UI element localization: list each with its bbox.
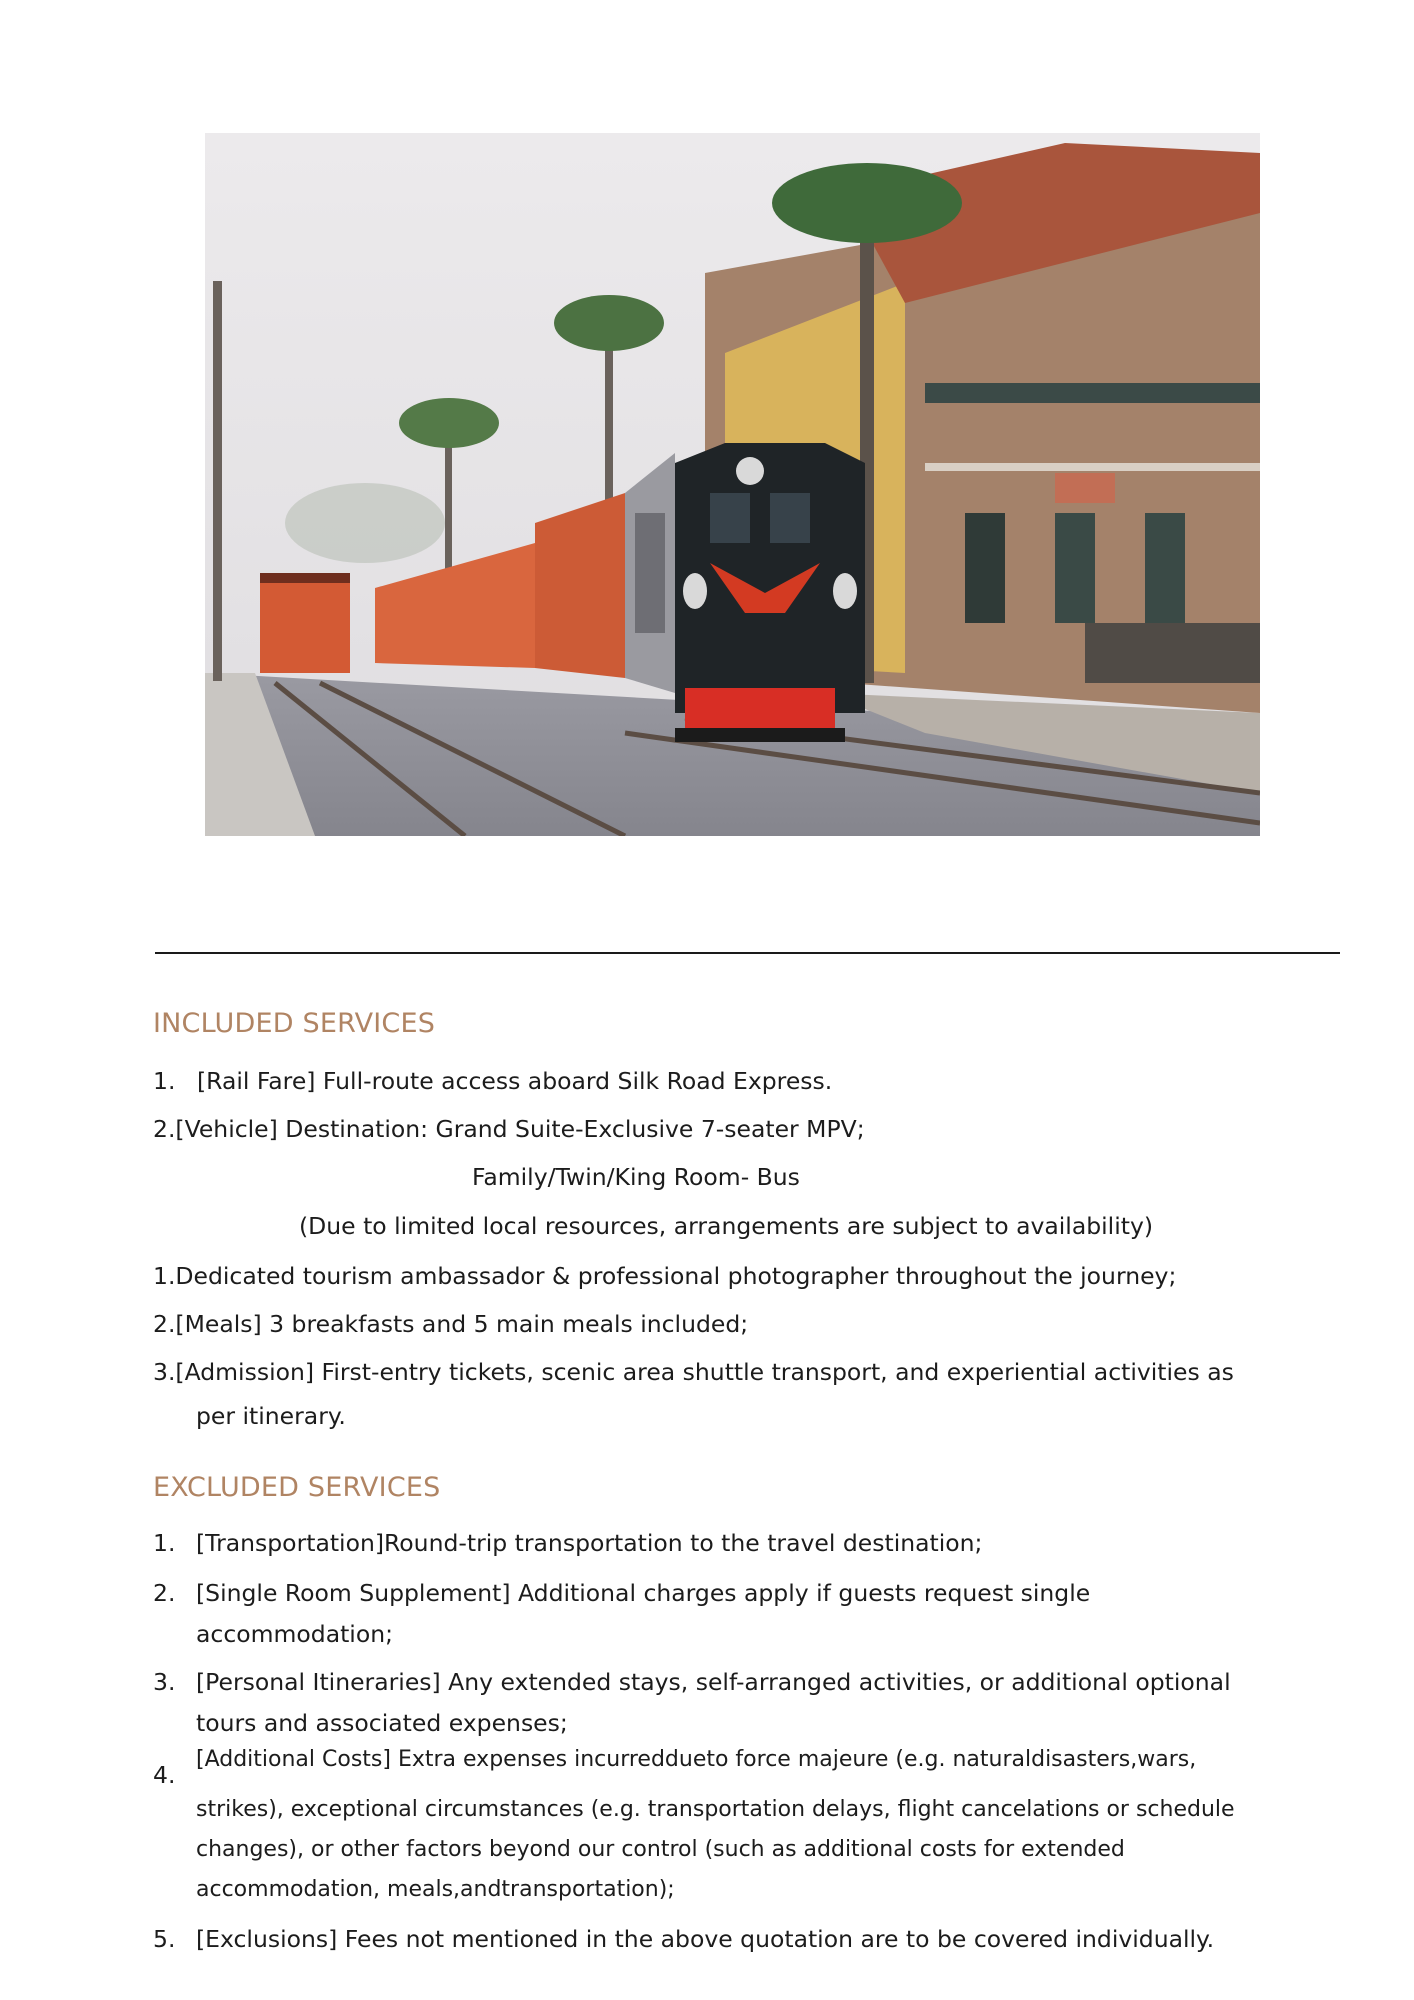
included-item-2: 2.[Vehicle] Destination: Grand Suite-Exclusive 7-seater MPV; — [153, 1115, 865, 1143]
excluded-item-text: accommodation, meals,andtransportation); — [196, 1877, 675, 1902]
excluded-item-text: [Single Room Supplement] Additional charges apply if guests request single — [196, 1579, 1091, 1607]
excluded-item-text: [Exclusions] Fees not mentioned in the above quotation are to be covered individually. — [196, 1925, 1215, 1953]
included-item-2-note: (Due to limited local resources, arrangements are subject to availability) — [299, 1212, 1154, 1240]
included-item-1 — [153, 1065, 832, 1097]
excluded-services-heading: EXCLUDED SERVICES — [153, 1472, 441, 1503]
excluded-item-number: 5. — [153, 1925, 176, 1953]
excluded-item-text: changes), or other factors beyond our control (such as additional costs for extended — [196, 1837, 1125, 1862]
included-item-2-sub: Family/Twin/King Room- Bus — [472, 1163, 800, 1191]
train-station-photo-icon — [205, 133, 1260, 836]
excluded-item-text: [Personal Itineraries] Any extended stays, self-arranged activities, or additional optional — [196, 1668, 1231, 1696]
included-item-1-text: [Rail Fare] Full-route access aboard Silk Road Express. — [197, 1067, 833, 1095]
excluded-item-number: 2. — [153, 1579, 176, 1607]
section-divider — [155, 952, 1340, 954]
included-item-1-number: 1. — [153, 1067, 176, 1095]
excluded-item-text: accommodation; — [196, 1620, 394, 1648]
included-item-5: 3.[Admission] First-entry tickets, scenic area shuttle transport, and experiential activities as — [153, 1358, 1234, 1386]
excluded-item-number: 3. — [153, 1668, 176, 1696]
excluded-item-number: 4. — [153, 1761, 176, 1789]
excluded-item-text: [Additional Costs] Extra expenses incurreddueto force majeure (e.g. naturaldisasters,wars, — [196, 1747, 1197, 1772]
excluded-item-text: tours and associated expenses; — [196, 1709, 568, 1737]
excluded-item-text: strikes), exceptional circumstances (e.g. transportation delays, flight cancelations or schedule — [196, 1797, 1235, 1822]
included-services-heading: INCLUDED SERVICES — [153, 1008, 436, 1039]
included-item-3: 1.Dedicated tourism ambassador & professional photographer throughout the journey; — [153, 1262, 1177, 1290]
train-station-photo — [205, 133, 1260, 836]
included-item-4: 2.[Meals] 3 breakfasts and 5 main meals included; — [153, 1310, 749, 1338]
excluded-item-number: 1. — [153, 1529, 176, 1557]
excluded-item-text: [Transportation]Round-trip transportation to the travel destination; — [196, 1529, 983, 1557]
included-item-5-continued: per itinerary. — [196, 1402, 346, 1430]
